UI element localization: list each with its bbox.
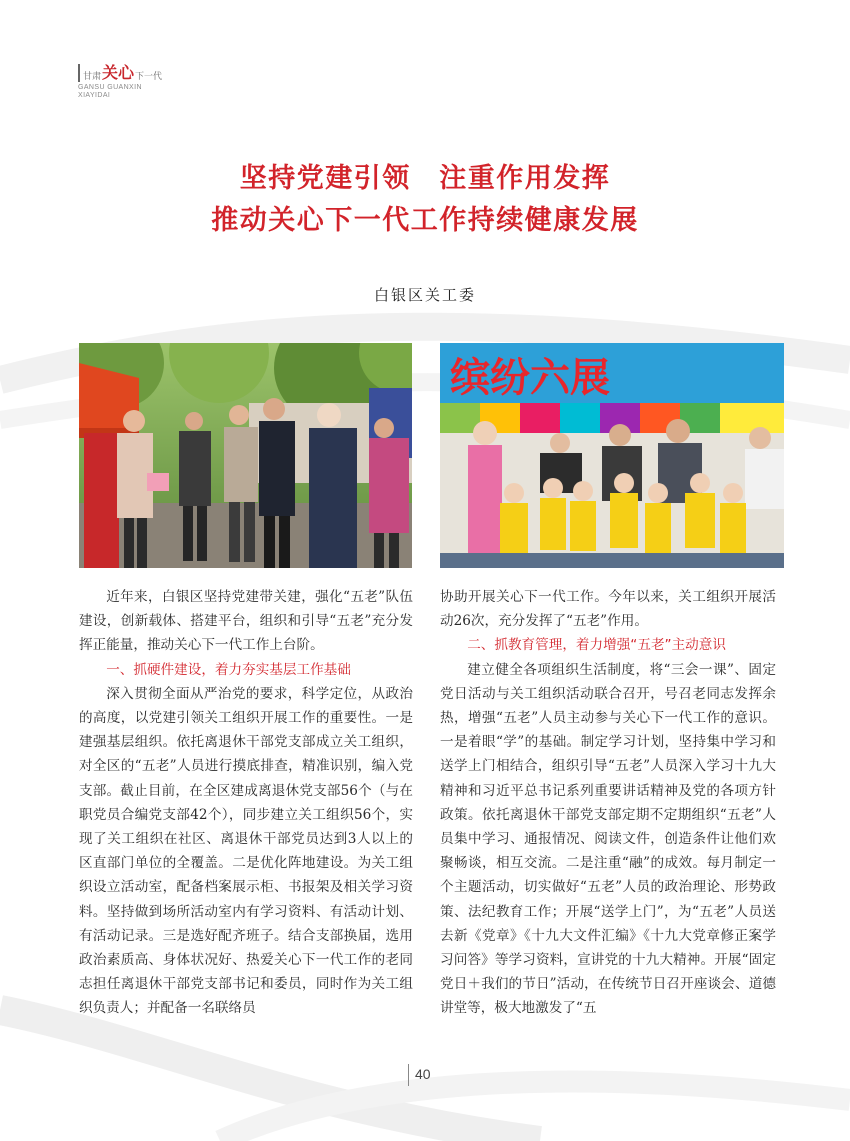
magazine-masthead <box>78 60 162 100</box>
photo-children-event <box>440 343 784 568</box>
text-column-right <box>440 585 776 1021</box>
article-title <box>0 158 850 242</box>
title-line-2: 推动关心下一代工作持续健康发展 <box>211 205 639 236</box>
page-number: 40 <box>415 1066 431 1082</box>
footer-divider <box>408 1064 409 1086</box>
masthead-logo <box>78 60 162 82</box>
photo-street-outreach <box>79 343 412 568</box>
section-heading-2: 二、抓教育管理，着力增强“五老”主动意识 <box>467 637 726 654</box>
title-line-1: 坚持党建引领 注重作用发挥 <box>239 163 611 194</box>
masthead-prefix: 甘肃 <box>83 72 102 82</box>
masthead-english-2: XIAYIDAI <box>78 92 111 99</box>
section-2-body: 建立健全各项组织生活制度，将“三会一课”、固定党日活动与关工组织活动联合召开，号召老同志发挥余热，增强“五老”人员主动参与关心下一代工作的意识。一是着眼“学”的基础。制定学习计划，坚持集中学习和送学上门相结合，组织引导“五老”人员深入学习十九大精神和习近平总书记系列重要讲话精神及党的各项方针政策。依托离退休干部党支部定期不定期组织“五老”人员集中学习、通报情况、阅读文件，创造条件让他们欢聚畅谈，相互交流。二是注重“融”的成效。每月制定一个主题活动，切实做好“五老”人员的政治理论、形势政策、法纪教育工作；开展“送学上门”，为“五老”人员送去新《党章》《十九大文件汇编》《十九大党章修正案学习问答》等学习资料，宣讲党的十九大精神。开展“固定党日＋我们的节日”活动，在传统节日召开座谈会、道德讲堂等，极大地激发了“五 <box>440 661 776 1017</box>
intro-paragraph: 近年来，白银区坚持党建带关建，强化“五老”队伍建设，创新载体、搭建平台，组织和引导“五老”充分发挥正能量，推动关心下一代工作上台阶。 <box>79 589 413 654</box>
masthead-english-1: GANSU GUANXIN <box>78 84 142 91</box>
continued-paragraph: 协助开展关心下一代工作。今年以来，关工组织开展活动26次，充分发挥了“五老”作用。 <box>440 589 776 630</box>
masthead-suffix: 下一代 <box>135 72 163 82</box>
section-1-body: 深入贯彻全面从严治党的要求，科学定位，从政治的高度，以党建引领关工组织开展工作的重要性。一是建强基层组织。依托离退休干部党支部成立关工组织，对全区的“五老”人员进行摸底排查，精准识别，编入党支部。截止目前，在全区建成离退休党支部56个（与在职党员合编党支部42个），同步建立关工组织56个，实现了关工组织在社区、离退休干部党员达到3人以上的区直部门单位的全覆盖。二是优化阵地建设。为关工组织设立活动室，配备档案展示柜、书报架及相关学习资料。坚持做到场所活动室内有学习资料、有活动计划、有活动记录。三是选好配齐班子。结合支部换届，选用政治素质高、身体状况好、热爱关心下一代工作的老同志担任离退休干部党支部书记和委员，同时作为关工组织负责人；并配备一名联络员 <box>79 685 413 1017</box>
banner-text: 缤纷六展 <box>450 355 610 401</box>
masthead-main: 关心 <box>102 63 135 82</box>
text-column-left <box>79 585 413 1021</box>
section-heading-1: 一、抓硬件建设，着力夯实基层工作基础 <box>106 661 351 678</box>
article-author: 白银区关工委 <box>373 286 476 304</box>
masthead-bar <box>78 64 80 82</box>
